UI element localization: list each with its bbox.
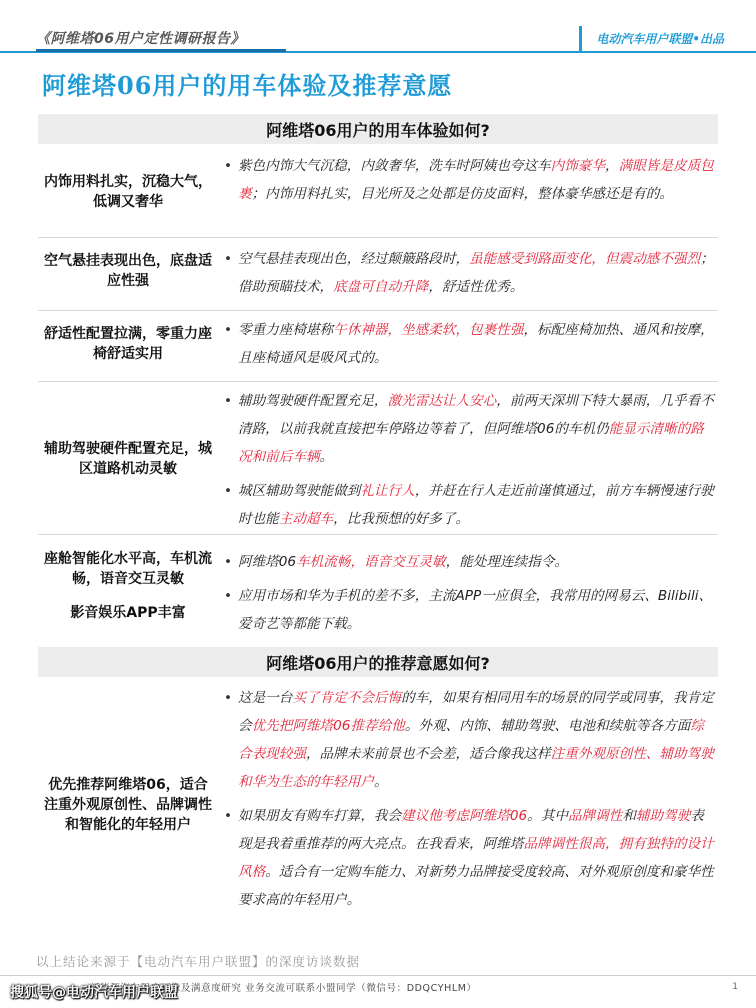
highlight-text: 午休神器，坐感柔软，包裹性强 <box>333 322 524 338</box>
bullet-text: 城区辅助驾驶能做到 <box>238 483 361 499</box>
bullet-list <box>224 684 714 914</box>
highlight-text: 综合表现较强 <box>238 718 704 762</box>
highlight-text: 主动超车 <box>278 511 334 527</box>
row-label-text: 空气悬挂表现出色，底盘适应性强 <box>44 253 212 289</box>
footer-text: 新能源汽车用户画像及满意度研究 业务交流可联系小盟同学（微信号：DDQCYHLM） <box>90 983 477 994</box>
bullet-item <box>224 477 714 533</box>
highlight-text: 优先把阿维塔06推荐给他 <box>251 718 405 734</box>
section-header-recommend: 阿维塔06用户的推荐意愿如何? <box>38 647 718 677</box>
highlight-text: 内饰豪华 <box>550 158 606 174</box>
bullet-text: ，比我预想的好多了。 <box>333 511 470 527</box>
bullet-text: 。外观、内饰、辅助驾驶、电池和续航等各方面 <box>404 718 691 734</box>
bullet-text: ，品牌未来前景也不会差，适合像我这样 <box>305 746 551 762</box>
bullet-text: ， <box>605 158 619 174</box>
bullet-item <box>224 802 714 914</box>
bullet-list <box>224 316 714 372</box>
row-adas <box>38 383 718 535</box>
row-label-text: 座舱智能化水平高，车机流畅，语音交互灵敏 <box>44 551 212 587</box>
highlight-text: 满眼皆是皮质包裹 <box>238 158 714 202</box>
row-label <box>38 536 218 636</box>
row-divider <box>38 310 718 311</box>
bullet-text: 。其中 <box>527 808 568 824</box>
page-heading: 阿维塔06用户的用车体验及推荐意愿 <box>42 71 453 100</box>
row-interior <box>38 146 718 238</box>
bullet-item <box>224 548 714 576</box>
row-label <box>38 680 218 930</box>
row-suspension <box>38 239 718 311</box>
bullet-text: 和 <box>622 808 636 824</box>
highlight-text: 底盘可自动升降 <box>333 279 429 295</box>
row-label <box>38 239 218 303</box>
source-note: 以上结论来源于【电动汽车用户联盟】的深度访谈数据 <box>36 954 361 969</box>
row-divider <box>38 237 718 238</box>
bullet-text: 应用市场和华为手机的差不多，主流APP一应俱全，我常用的网易云、Bilibili、爱奇艺等都能下载。 <box>238 588 713 632</box>
bullet-list <box>224 245 714 301</box>
row-cockpit <box>38 536 718 644</box>
bullet-item <box>224 152 714 208</box>
highlight-text: 激光雷达让人安心 <box>387 393 497 409</box>
bullet-text: 如果朋友有购车打算，我会 <box>238 808 402 824</box>
bullet-text: ；借助预瞄技术， <box>238 251 714 295</box>
row-label <box>38 383 218 535</box>
bullet-text: ，前两天深圳下特大暴雨，几乎看不清路，以前我就直接把车停路边等着了，但阿维塔06的车机仍 <box>238 393 714 437</box>
highlight-text: 车机流畅，语音交互灵敏 <box>296 554 446 570</box>
bullet-text: 零重力座椅堪称 <box>238 322 334 338</box>
bullet-text: 阿维塔06 <box>238 554 297 570</box>
row-recommend <box>38 680 718 940</box>
section-header-experience: 阿维塔06用户的用车体验如何? <box>38 114 718 144</box>
row-divider <box>38 534 718 535</box>
highlight-text: 虽能感受到路面变化，但震动感不强烈 <box>469 251 701 267</box>
highlight-text: 辅助驾驶 <box>635 808 691 824</box>
report-title: 《阿维塔06用户定性调研报告》 <box>36 31 245 47</box>
bullet-item <box>224 684 714 796</box>
bullet-list <box>224 387 714 533</box>
bullet-text: 。适合有一定购车能力、对新势力品牌接受度较高、对外观原创度和豪华性要求高的年轻用户。 <box>238 864 714 908</box>
brand-tag: 电动汽车用户联盟•出品 <box>579 26 734 51</box>
row-sublabel-text: 影音娱乐APP丰富 <box>70 605 186 621</box>
bullet-list <box>224 548 714 638</box>
top-bar <box>0 0 756 56</box>
sohu-watermark: 搜狐号@电动汽车用户联盟 <box>10 985 178 1001</box>
row-label-text: 辅助驾驶硬件配置充足，城区道路机动灵敏 <box>44 441 212 477</box>
row-label-text: 舒适性配置拉满，零重力座椅舒适实用 <box>44 326 212 362</box>
bullet-text: ，舒适性优秀。 <box>428 279 524 295</box>
row-label <box>38 146 218 238</box>
highlight-text: 品牌调性 <box>567 808 623 824</box>
highlight-text: 买了肯定不会后悔 <box>292 690 402 706</box>
page-number: 1 <box>732 982 738 992</box>
bullet-text: 表现是我着重推荐的两大亮点。在我看来，阿维塔 <box>238 808 704 852</box>
highlight-text: 礼让行人 <box>360 483 415 499</box>
bullet-text: 。 <box>319 449 334 465</box>
bullet-text: 的车，如果有相同用车的场景的同学或同事，我肯定会 <box>238 690 714 734</box>
highlight-text: 能显示清晰的路况和前后车辆 <box>238 421 704 465</box>
bullet-text: 。 <box>373 774 388 790</box>
row-divider <box>38 381 718 382</box>
highlight-text: 注重外观原创性、辅助驾驶和华为生态的年轻用户 <box>238 746 714 790</box>
bullet-text: ，并赶在行人走近前谨慎通过，前方车辆慢速行驶时也能 <box>238 483 714 527</box>
bullet-text: ，能处理连续指令。 <box>445 554 568 570</box>
header-line-accent <box>36 49 286 52</box>
bullet-text: 空气悬挂表现出色，经过颠簸路段时， <box>238 251 470 267</box>
highlight-text: 品牌调性很高，拥有独特的设计风格 <box>238 836 714 880</box>
row-label <box>38 312 218 376</box>
row-label-text: 内饰用料扎实，沉稳大气，低调又奢华 <box>44 174 212 210</box>
bullet-text: ；内饰用料扎实，目光所及之处都是仿皮面料，整体豪华感还是有的。 <box>251 186 673 202</box>
footer-line <box>0 975 756 976</box>
bullet-text: 辅助驾驶硬件配置充足， <box>238 393 388 409</box>
bullet-item <box>224 245 714 301</box>
row-label-text: 优先推荐阿维塔06，适合注重外观原创性、品牌调性和智能化的年轻用户 <box>44 777 212 833</box>
row-comfort <box>38 312 718 382</box>
bullet-text: ，标配座椅加热、通风和按摩，且座椅通风是吸风式的。 <box>238 322 714 366</box>
bullet-item <box>224 387 714 471</box>
bullet-item <box>224 582 714 638</box>
bullet-text: 紫色内饰大气沉稳，内敛奢华，洗车时阿姨也夸这车 <box>238 158 551 174</box>
bullet-item <box>224 316 714 372</box>
highlight-text: 建议他考虑阿维塔06 <box>401 808 528 824</box>
bullet-list <box>224 152 714 208</box>
bullet-text: 这是一台 <box>238 690 293 706</box>
